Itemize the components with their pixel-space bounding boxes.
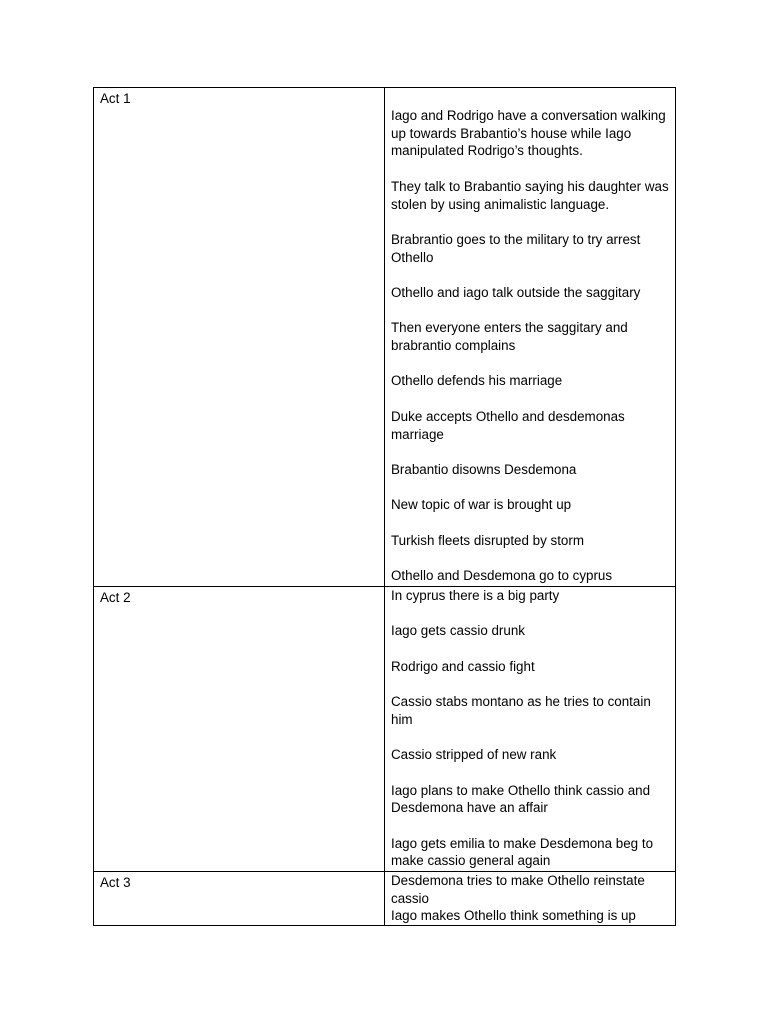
event-text: Iago plans to make Othello think cassio and Desdemona have an affair: [391, 782, 651, 816]
act-cell: [94, 587, 385, 872]
event-list: [385, 88, 675, 585]
event-text: Turkish fleets disrupted by storm: [391, 532, 584, 548]
event-text: In cyprus there is a big party: [391, 588, 560, 603]
act-label: Act 3: [100, 875, 131, 890]
act-label: Act 2: [100, 590, 131, 605]
event-text: New topic of war is brought up: [391, 497, 572, 513]
act-label: Act 1: [100, 91, 131, 106]
act-cell: [94, 872, 385, 926]
table-row-act-1: [94, 88, 676, 587]
event-text: Othello and Desdemona go to cyprus: [391, 568, 613, 584]
event-text: Cassio stabs montano as he tries to contain him: [391, 694, 651, 727]
events-cell: [385, 872, 676, 926]
event-text: Then everyone enters the saggitary and brabrantio complains: [391, 320, 628, 354]
table-row-act-2: [94, 587, 676, 872]
act-cell: [94, 88, 385, 587]
event-text: They talk to Brabantio saying his daughter was stolen by using animalistic language.: [391, 178, 669, 212]
table-row-act-3: [94, 872, 676, 926]
event-text: Cassio stripped of new rank: [391, 747, 557, 763]
event-text: Desdemona tries to make Othello reinstate cassio: [391, 873, 645, 906]
events-cell: [385, 587, 676, 872]
event-list: [385, 872, 675, 925]
event-text: Iago gets emilia to make Desdemona beg to make cassio general again: [391, 835, 654, 869]
event-text: Othello defends his marriage: [391, 373, 563, 389]
event-text: Othello and iago talk outside the saggitary: [391, 284, 641, 300]
event-text: Iago gets cassio drunk: [391, 623, 525, 639]
event-text: Iago makes Othello think something is up: [391, 908, 636, 924]
event-text: Brabantio disowns Desdemona: [391, 461, 577, 477]
event-text: Brabrantio goes to the military to try arrest Othello: [391, 231, 641, 265]
event-text: Iago and Rodrigo have a conversation walking up towards Brabantio’s house while Iago manipulated Rodrigo’s thoughts.: [391, 108, 666, 159]
event-text: Duke accepts Othello and desdemonas marriage: [391, 408, 625, 442]
act-summary-table: [93, 87, 676, 926]
event-list: [385, 587, 675, 870]
events-cell: [385, 88, 676, 587]
event-text: Rodrigo and cassio fight: [391, 658, 535, 674]
